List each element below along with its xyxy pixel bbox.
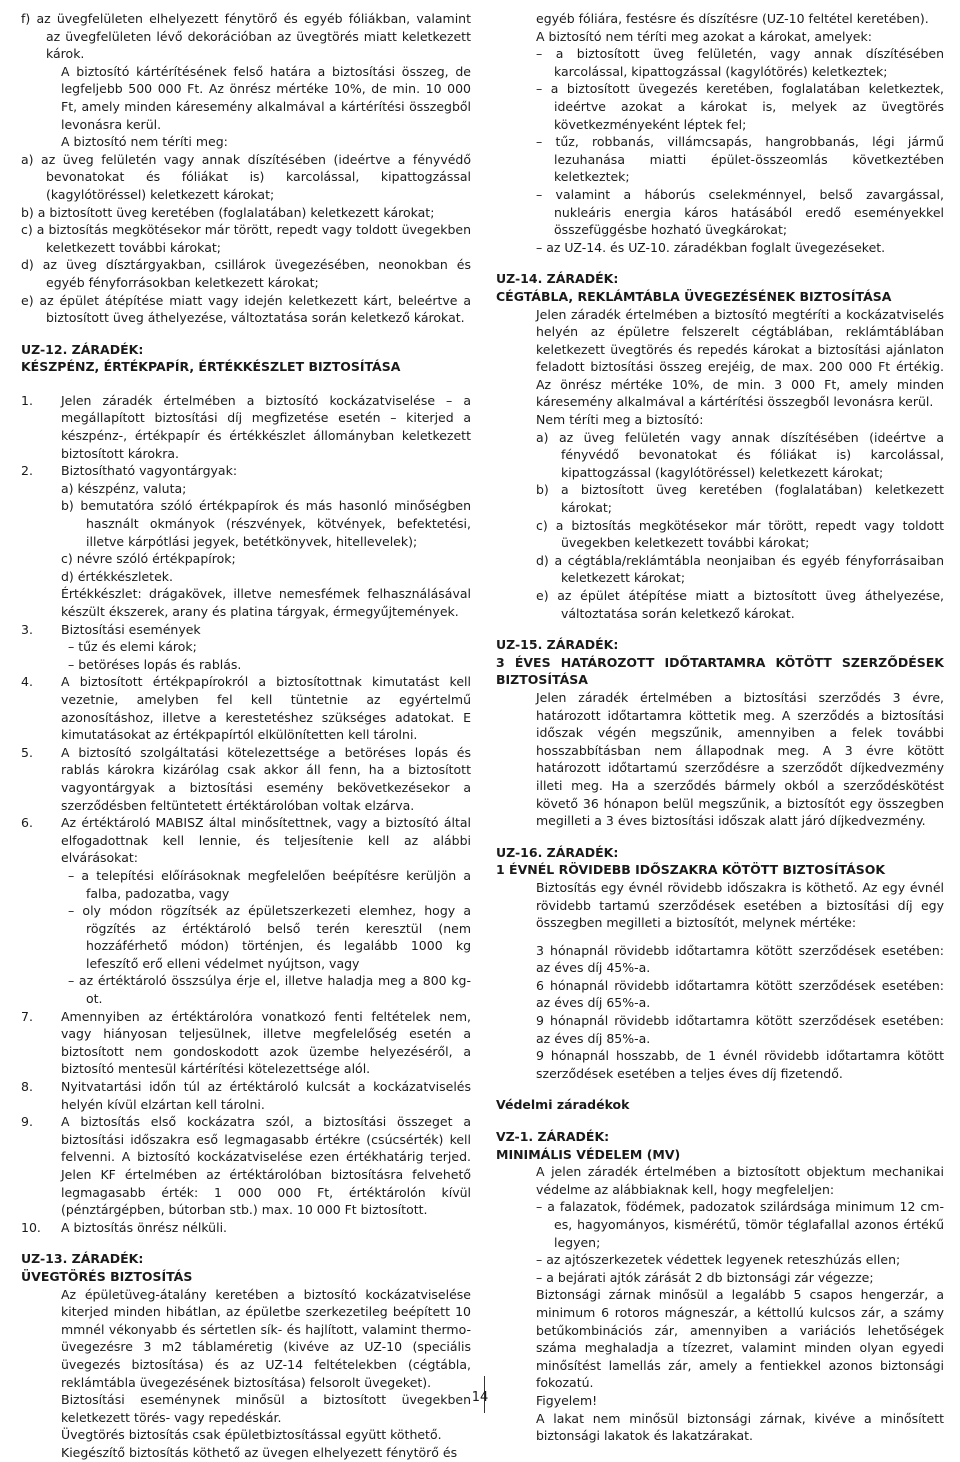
uz12-subtitle: KÉSZPÉNZ, ÉRTÉKPAPÍR, ÉRTÉKKÉSZLET BIZTOSÍTÁSA (21, 359, 401, 375)
uz12-item-2-note: Értékkészlet: drágakövek, illetve nemesfémek felhasználásával készült ékszerek, arany és platina tárgyak, érmegyűjtemények. (61, 586, 471, 619)
uz14-exclusion-c: c) a biztosítás megkötésekor már törött, repedt vagy toldott üvegekben keletkezett további károkat; (536, 517, 944, 551)
uz12-item-2d: d) értékkészletek. (61, 568, 173, 584)
uz12-item-8: 8. Nyitvatartási időn túl az értéktároló kulcsát a kockázatviselés helyén kívül elzártan kell tárolni. (21, 1079, 471, 1112)
uz13-subtitle: ÜVEGTÖRÉS BIZTOSÍTÁS (21, 1268, 193, 1284)
vz1-dash-3: – a bejárati ajtók zárását 2 db biztonsági zár végezze; (536, 1269, 874, 1285)
uz16-rate-9-months: 9 hónapnál rövidebb időtartamra kötött szerződések esetében: az éves díj 85%-a. (536, 1013, 944, 1046)
exclusion-e: e) az épület átépítése miatt vagy idején keletkezett kárt, beleértve a biztosított üveg áthelyezése, változtatása során keletkező károkat. (21, 292, 471, 326)
uz14-exclusion-b: b) a biztosított üveg keretében (foglalatában) keletkezett károkat; (536, 482, 944, 516)
uz12-item-1: 1. Jelen záradék értelmében a biztosító kockázatviselése – a megállapított biztosítási díj megfizetése esetén – kiterjed a készpénz-, értékpapír és értékkészlet állományban keletkezett biztosított károkra. (21, 392, 471, 461)
vz1-title: VZ-1. ZÁRADÉK: (496, 1129, 610, 1145)
uz14-title: UZ-14. ZÁRADÉK: (496, 271, 619, 287)
uz12-item-2b: b) bemutatóra szóló értékpapírok és más hasonló minőségben használt okmányok (részvények, kötvények, befektetési, illetve kárpótlási jegyek, betétkönyvek, hitellevelek); (61, 498, 471, 549)
uz12-item-6-dash-2: – oly módon rögzítsék az épületszerkezeti elemhez, hogy a rögzítés az értéktároló belső terén keresztül (nem hozzáférhető módon) történjen, és legalább 1000 kg lefeszítő erő elleni védelmet nyújtson, vagy (68, 903, 471, 971)
uz12-title: UZ-12. ZÁRADÉK: (21, 341, 144, 357)
uz12-item-5: 5. A biztosító szolgáltatási kötelezettsége a betöréses lopás és rablás károkra kizárólag csak akkor áll fenn, ha a biztosított vagyontárgyak a biztosítási esemény bekövetkezésekor a szerződésben feltüntetett értéktárolóban voltak elzárva. (21, 744, 471, 813)
exclusions-lead: A biztosító nem téríti meg: (61, 134, 228, 150)
uz12-item-6: 6. Az értéktároló MABISZ által minősítettnek, vagy a biztosító által elfogadottnak kell lennie, és teljesítenie kell az alábbi elvárásokat: (21, 815, 471, 866)
vz1-padlock-note: A lakat nem minősül biztonsági zárnak, kivéve a minősített biztonsági lakatok és lakatzárakat. (536, 1410, 944, 1444)
left-column (21, 10, 471, 1462)
uz16-rate-6-months: 6 hónapnál rövidebb időtartamra kötött szerződések esetében: az éves díj 65%-a. (536, 977, 944, 1011)
uz16-paragraph: Biztosítás egy évnél rövidebb időszakra is köthető. Az egy évnél rövidebb tartamú szerződések esetében a biztosítási díj egy összegben megilleti a biztosítót, melynek mértéke: (536, 879, 944, 931)
uz13-paragraph-3: Üvegtörés biztosítás csak épületbiztosítással együtt köthető. (61, 1427, 442, 1443)
intro-item-f: f) az üvegfelületen elhelyezett fénytörő és egyéb fóliákban, valamint az üvegfelületen lévő dekorációban az üvegtörés miatt keletkezett károk. (21, 11, 471, 62)
uz12-item-6-dash-3: – az értéktároló összsúlya érje el, illetve haladja meg a 800 kg-ot. (68, 973, 471, 1007)
continued-dash-4: – valamint a háborús cselekménnyel, belső zavargással, nukleáris energia káros hatásából eredő eseményekkel összefüggésbe hozható üvegkárokat; (536, 186, 944, 238)
exclusion-c: c) a biztosítás megkötésekor már törött, repedt vagy toldott üvegekben keletkezett további károkat; (21, 222, 471, 255)
uz12-item-4: 4. A biztosított értékpapírokról a biztosítottnak kimutatást kell vezetnie, amelyben fel kell tüntetnie az egyértelmű azonosításhoz, illetve a kerestetéshez szükséges adatokat. E kimutatásokat az értékpapírtól elkülönítetten kell tárolni. (21, 674, 471, 743)
uz12-item-2c: c) névre szóló értékpapírok; (61, 551, 236, 567)
exclusion-a: a) az üveg felületén vagy annak díszítésében (ideértve a fényvédő bevonatokat és fóliákat is) karcolással, kipattogzással (kagylótöréssel) keletkezett károkat; (21, 151, 471, 202)
uz13-paragraph-4: Kiegészítő biztosítás köthető az üvegen elhelyezett fénytörő és (61, 1444, 458, 1460)
uz15-subtitle: 3 ÉVES HATÁROZOTT IDŐTARTAMRA KÖTÖTT SZERZŐDÉSEK BIZTOSÍTÁSA (496, 654, 944, 688)
vz1-attention: Figyelem! (536, 1392, 598, 1408)
vz1-paragraph: A jelen záradék értelmében a biztosított objektum mechanikai védelme az alábbiaknak kell, hogy megfeleljen: (536, 1164, 944, 1197)
continued-dash-3: – tűz, robbanás, villámcsapás, hangrobbanás, légi jármű lezuhanása miatti épület-összeomlás következtében keletkeztek; (536, 134, 944, 185)
right-column (496, 10, 944, 1445)
uz12-item-3: 3. Biztosítási események (21, 621, 201, 637)
uz12-item-3-dash-2: – betöréses lopás és rablás. (68, 656, 242, 672)
protective-clauses-heading: Védelmi záradékok (496, 1097, 630, 1113)
intro-limit-paragraph: A biztosító kártérítésének felső határa a biztosítási összeg, de legfeljebb 500 000 Ft. Az önrész mértéke 10%, de min. 10 000 Ft, amely minden káresemény alkalmával a kártérítési összegből levonásra kerül. (61, 63, 471, 132)
uz16-subtitle: 1 ÉVNÉL RÖVIDEBB IDŐSZAKRA KÖTÖTT BIZTOSÍTÁSOK (496, 862, 886, 878)
uz14-exclusion-e: e) az épület átépítése miatt a biztosított üveg áthelyezése, változtatása során keletkező károkat. (536, 588, 944, 621)
continued-paragraph-1: egyéb fóliára, festésre és díszítésre (UZ-10 feltétel keretében). (536, 11, 929, 26)
uz13-paragraph-2: Biztosítási eseménynek minősül a biztosított üvegekben keletkezett törés- vagy repedéskár. (61, 1392, 471, 1425)
uz14-subtitle: CÉGTÁBLA, REKLÁMTÁBLA ÜVEGEZÉSÉNEK BIZTOSÍTÁSA (496, 288, 892, 304)
vz1-subtitle: MINIMÁLIS VÉDELEM (MV) (496, 1146, 681, 1162)
uz13-paragraph-1: Az épületüveg-átalány keretében a biztosító kockázatviselése kiterjed minden hibátlan, az épületbe szerkezetileg beépített 10 mmnél vékonyabb és sértetlen sík- és hajlított, valamint thermo-üvegezésre 3 m2 táblaméretig (kivéve az UZ-10 (speciális üvegezés biztosítása) és az UZ-14 feltételekben (cégtábla, reklámtábla üvegezésének biztosítása) felsorolt üvegeket). (61, 1286, 471, 1390)
uz14-exclusion-a: a) az üveg felületén vagy annak díszítésében (ideértve a fényvédő bevonatokat és fóliákat is) karcolással, kipattogzással (kagylótöréssel) keletkezett károkat; (536, 429, 944, 480)
uz12-item-3-dash-1: – tűz és elemi károk; (68, 639, 197, 655)
uz15-paragraph: Jelen záradék értelmében a biztosítási szerződés 3 évre, határozott időtartamra köttetik meg. A szerződés a biztosítási időszak végén megszűnik, amennyiben a felek további hosszabbításban nem állapodnak meg. A 3 évre kötött határozott időtartamú szerződésre a szerződőt díjkedvezmény illeti meg. Ha a szerződés bármely okból a szerződéskötést követő 36 hónapon belül megszűnik, a biztosítót egy összegben megilleti a 3 éves biztosítási időszak alatt járó díjkedvezmény. (536, 689, 944, 829)
vz1-lock-definition: Biztonsági zárnak minősül a legalább 5 csapos hengerzár, a minimum 6 rotoros mágneszár, a kéttollú kulcsos zár, a számy betűkombinációs zár, amennyiben a variációs lehetőségek száma meghaladja a tízezret, valamint minden olyan egyedi minősítést lamellás zár, amely a fentiekkel azonos biztonsági fokozatú. (536, 1287, 944, 1391)
uz12-item-9: 9. A biztosítás első kockázatra szól, a biztosítási összeget a biztosítási időszakra eső legmagasabb értékre (csúcsérték) kell felvenni. A biztosító kockázatviselése ezen értékhatárig terjed. Jelen KF értelmében az értéktárolóban biztosításra felvehető legmagasabb érték: 1 000 000 Ft, értéktárolón kívül (pénztárgépben, bútorban stb.) max. 10 000 Ft biztosított. (21, 1114, 471, 1218)
continued-dash-5: – az UZ-14. és UZ-10. záradékban foglalt üvegezéseket. (536, 239, 886, 255)
uz16-rate-3-months: 3 hónapnál rövidebb időtartamra kötött szerződések esetében: az éves díj 45%-a. (536, 942, 944, 976)
uz12-item-2: 2. Biztosítható vagyontárgyak: (21, 463, 238, 479)
uz15-title: UZ-15. ZÁRADÉK: (496, 637, 619, 653)
uz14-exclusion-d: d) a cégtábla/reklámtábla neonjaiban és egyéb fényforrásaiban keletkezett károkat; (536, 552, 944, 586)
uz13-title: UZ-13. ZÁRADÉK: (21, 1251, 144, 1267)
uz14-paragraph: Jelen záradék értelmében a biztosító megtéríti a kockázatviselés helyén az épületre felszerelt cégtáblában, reklámtáblában keletkezett üvegtörés és repedés károkat a biztosítási ajánlaton feladott biztosítási összeg erejéig, de max. 200 000 Ft értékig. Az önrész mértéke 10%, de min. 3 000 Ft, amely minden káresemény alkalmával a kártérítési összegből levonásra kerül. (536, 306, 944, 410)
uz12-item-7: 7. Amennyiben az értéktárolóra vonatkozó fenti feltételek nem, vagy hiányosan teljesülnek, illetve megfelelőség esetén a biztosított nem gondoskodott azok üzembe helyezéséről, a biztosító mentesül kártérítési kötelezettsége alól. (21, 1008, 471, 1077)
uz16-title: UZ-16. ZÁRADÉK: (496, 844, 619, 860)
uz12-item-2a: a) készpénz, valuta; (61, 480, 187, 496)
vz1-dash-1: – a falazatok, födémek, padozatok szilárdsága minimum 12 cm-es, hagyományos, kismérétű, tömör téglafallal azonos értékű legyen; (536, 1199, 944, 1250)
exclusion-b: b) a biztosított üveg keretében (foglalatában) keletkezett károkat; (21, 204, 435, 220)
vz1-dash-2: – az ajtószerkezetek védettek legyenek reteszhúzás ellen; (536, 1252, 901, 1268)
page-number: 14 (471, 1390, 489, 1405)
uz14-exclusions-lead: Nem téríti meg a biztosító: (536, 412, 704, 428)
uz12-item-6-dash-1: – a telepítési előírásoknak megfelelően beépítésre kerüljön a falba, padozatba, vagy (68, 867, 471, 901)
continued-paragraph-2: A biztosító nem téríti meg azokat a károkat, amelyek: (536, 28, 872, 44)
uz12-item-10: 10. A biztosítás önrész nélküli. (21, 1219, 228, 1235)
continued-dash-2: – a biztosított üvegezés keretében, foglalatában keletkeztek, ideértve azokat a károkat is, melyek az üvegtörés következményeként léptek fel; (536, 81, 944, 132)
continued-dash-1: – a biztosított üveg felületén, vagy annak díszítésében karcolással, kipattogzással (kagylótörés) keletkeztek; (536, 46, 944, 79)
uz16-rate-over-9-months: 9 hónapnál hosszabb, de 1 évnél rövidebb időtartamra kötött szerződések esetében a teljes éves díj fizetendő. (536, 1048, 944, 1081)
exclusion-d: d) az üveg dísztárgyakban, csillárok üvegezésében, neonokban és egyéb fényforrásokban keletkezett károkat; (21, 257, 471, 290)
